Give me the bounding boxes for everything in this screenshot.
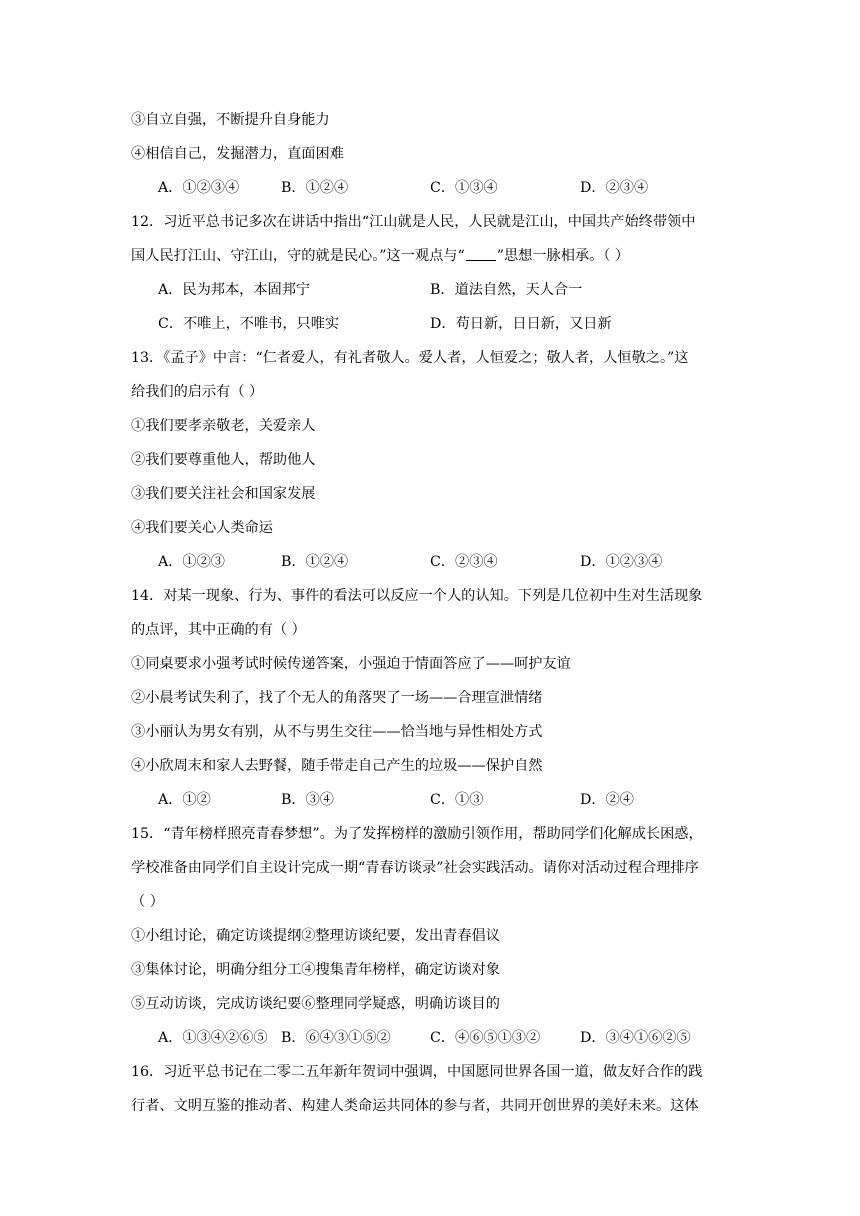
q15-option-c: C．④⑥⑤①③② xyxy=(430,1030,541,1046)
q11-option-b: B．①②④ xyxy=(281,180,349,196)
q13-option-a: A．①②③ xyxy=(158,554,225,570)
q13-option-b: B．①②④ xyxy=(281,554,349,570)
q14-item-1: ①同桌要求小强考试时候传递答案，小强迫于情面答应了——呵护友谊 xyxy=(131,656,571,672)
q15-item-line-3: ⑤互动访谈，完成访谈纪要⑥整理同学疑惑，明确访谈目的 xyxy=(131,996,500,1012)
q14-item-2: ②小晨考试失利了，找了个无人的角落哭了一场——合理宣泄情绪 xyxy=(131,690,543,706)
q12-stem-line-1: 12．习近平总书记多次在讲话中指出“江山就是人民，人民就是江山，中国共产始终带领中 xyxy=(131,214,696,230)
q16-stem-line-2: 行者、文明互鉴的推动者、构建人类命运共同体的参与者，共同开创世界的美好未来。这体 xyxy=(131,1098,699,1114)
q13-item-1: ①我们要孝亲敬老，关爱亲人 xyxy=(131,418,316,434)
q13-item-3: ③我们要关注社会和国家发展 xyxy=(131,486,316,502)
q15-option-a: A．①③④②⑥⑤ xyxy=(158,1030,268,1046)
q12-option-c: C．不唯上，不唯书，只唯实 xyxy=(158,316,340,332)
q14-option-b: B．③④ xyxy=(281,792,334,808)
q14-item-4: ④小欣周末和家人去野餐，随手带走自己产生的垃圾——保护自然 xyxy=(131,758,543,774)
q15-stem-line-2: 学校准备由同学们自主设计完成一期“青春访谈录”社会实践活动。请你对活动过程合理排序 xyxy=(131,860,699,876)
q14-option-c: C．①③ xyxy=(430,792,484,808)
q15-stem-line-1: 15．“青年榜样照亮青春梦想”。为了发挥榜样的激励引领作用，帮助同学们化解成长困惑， xyxy=(131,826,703,842)
q13-option-c: C．②③④ xyxy=(430,554,498,570)
q13-item-2: ②我们要尊重他人，帮助他人 xyxy=(131,452,316,468)
q16-stem-line-1: 16．习近平总书记在二零二五年新年贺词中强调，中国愿同世界各国一道，做友好合作的践 xyxy=(131,1064,703,1080)
q15-option-d: D．③④①⑥②⑤ xyxy=(580,1030,691,1046)
q12-option-d: D．苟日新，日日新，又日新 xyxy=(430,316,612,332)
q12-stem-after-blank: ”思想一脉相承。（ ） xyxy=(496,248,630,264)
q15-option-b: B．⑥④③①⑤② xyxy=(281,1030,391,1046)
q13-option-d: D．①②③④ xyxy=(580,554,663,570)
q13-stem-line-2: 给我们的启示有（ ） xyxy=(131,384,264,400)
q15-item-line-2: ③集体讨论，明确分组分工④搜集青年榜样，确定访谈对象 xyxy=(131,962,500,978)
q14-stem-line-1: 14．对某一现象、行为、事件的看法可以反应一个人的认知。下列是几位初中生对生活现象 xyxy=(131,588,703,604)
q11-option-a: A．①②③④ xyxy=(158,180,240,196)
q12-stem-before-blank: 国人民打江山、守江山，守的就是民心。”这一观点与“ xyxy=(131,248,465,264)
q11-option-d: D．②③④ xyxy=(580,180,649,196)
q15-item-line-1: ①小组讨论，确定访谈提纲②整理访谈纪要，发出青春倡议 xyxy=(131,928,500,944)
q11-item-3: ③自立自强，不断提升自身能力 xyxy=(131,112,330,128)
q14-option-a: A．①② xyxy=(158,792,211,808)
q11-item-4: ④相信自己，发掘潜力，直面困难 xyxy=(131,146,344,162)
q12-option-b: B．道法自然，天人合一 xyxy=(430,282,583,298)
q14-item-3: ③小丽认为男女有别，从不与男生交往——恰当地与异性相处方式 xyxy=(131,724,543,740)
answer-blank xyxy=(466,246,496,261)
q13-item-4: ④我们要关心人类命运 xyxy=(131,520,273,536)
q15-stem-line-3: （ ） xyxy=(131,894,164,910)
q13-stem-line-1: 13．《孟子》中言：“仁者爱人，有礼者敬人。爱人者，人恒爱之；敬人者，人恒敬之。”这 xyxy=(131,350,689,366)
q11-option-c: C．①③④ xyxy=(430,180,498,196)
q14-option-d: D．②④ xyxy=(580,792,634,808)
q12-stem-line-2 xyxy=(131,246,629,266)
q14-stem-line-2: 的点评，其中正确的有（ ） xyxy=(131,622,306,638)
q12-option-a: A．民为邦本，本固邦宁 xyxy=(158,282,311,298)
